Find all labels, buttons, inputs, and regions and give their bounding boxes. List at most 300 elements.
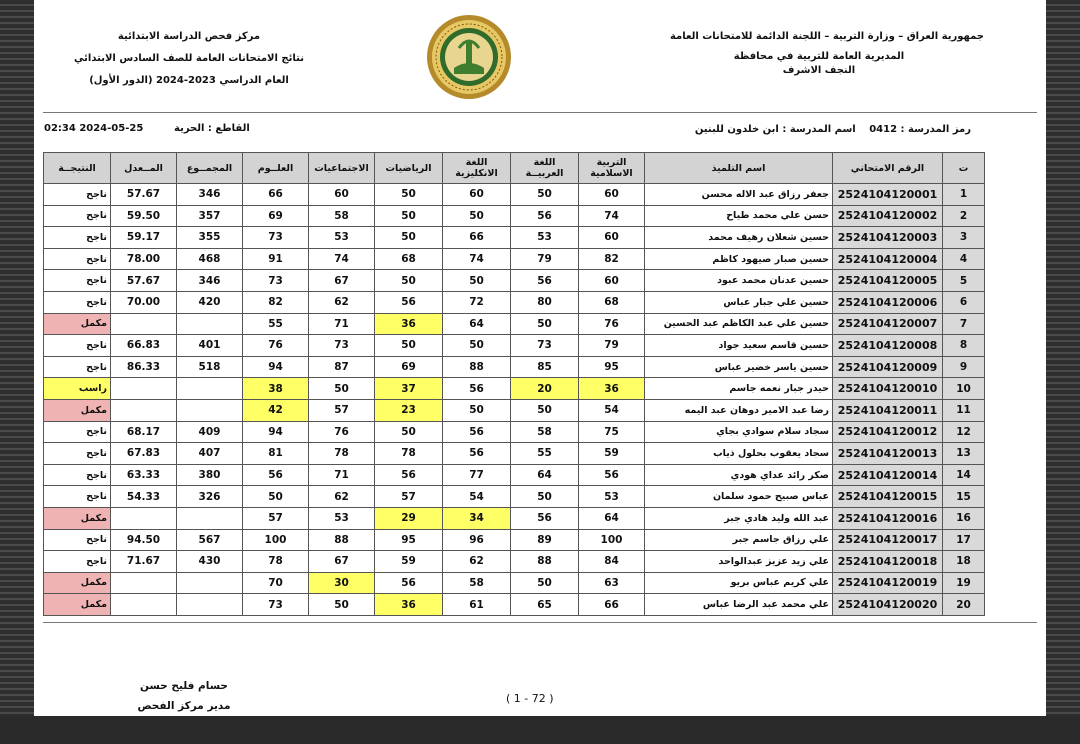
row-index: 14: [943, 464, 985, 486]
average-score: 71.67: [111, 551, 177, 573]
exam-number: 2524104120005: [833, 270, 943, 292]
science-score: 94: [243, 421, 309, 443]
exam-number: 2524104120006: [833, 291, 943, 313]
science-score: 100: [243, 529, 309, 551]
social-score: 57: [309, 399, 375, 421]
table-row: [44, 356, 985, 378]
exam-number: 2524104120015: [833, 486, 943, 508]
social-score: 87: [309, 356, 375, 378]
average-score: [111, 572, 177, 594]
islamic-score: 60: [579, 184, 645, 206]
exam-number: 2524104120012: [833, 421, 943, 443]
student-name: حسن علي محمد طياح: [645, 205, 833, 227]
row-index: 9: [943, 356, 985, 378]
arabic-score: 88: [511, 551, 579, 573]
science-score: 78: [243, 551, 309, 573]
total-score: [177, 313, 243, 335]
islamic-score: 68: [579, 291, 645, 313]
islamic-score: 53: [579, 486, 645, 508]
student-name: حسين عدنان محمد عبود: [645, 270, 833, 292]
english-score: 50: [443, 399, 511, 421]
science-score: 82: [243, 291, 309, 313]
school-info: [685, 124, 971, 135]
student-name: علي زيد عزيز عبدالواحد: [645, 551, 833, 573]
math-score: 68: [375, 248, 443, 270]
directorate-block: [714, 50, 924, 78]
average-score: 94.50: [111, 529, 177, 551]
result-status: ناجح: [44, 205, 111, 227]
total-score: 355: [177, 227, 243, 249]
background-right: [1046, 0, 1080, 744]
arabic-score: 53: [511, 227, 579, 249]
science-score: 57: [243, 507, 309, 529]
math-score: 36: [375, 313, 443, 335]
result-status: ناجح: [44, 443, 111, 465]
math-score: 50: [375, 421, 443, 443]
result-status: ناجح: [44, 421, 111, 443]
school-name: اسم المدرسة : ابن خلدون للبنين: [694, 124, 856, 135]
arabic-score: 50: [511, 399, 579, 421]
column-header: الاجتماعيات: [309, 153, 375, 184]
results-title: نتائج الامتحانات العامة للصف السادس الابتدائي: [74, 53, 304, 64]
islamic-score: 100: [579, 529, 645, 551]
exam-number: 2524104120016: [833, 507, 943, 529]
column-header: الرقم الامتحاني: [833, 153, 943, 184]
background-left: [0, 0, 34, 744]
science-score: 69: [243, 205, 309, 227]
arabic-score: 55: [511, 443, 579, 465]
student-name: عبد الله وليد هادي جبر: [645, 507, 833, 529]
student-name: عباس صبيح حمود سلمان: [645, 486, 833, 508]
average-score: 70.00: [111, 291, 177, 313]
column-header: اللغة العربيــة: [511, 153, 579, 184]
column-header: اللغة الانكليزية: [443, 153, 511, 184]
islamic-score: 84: [579, 551, 645, 573]
math-score: 56: [375, 291, 443, 313]
arabic-score: 80: [511, 291, 579, 313]
average-score: [111, 313, 177, 335]
result-status: ناجح: [44, 486, 111, 508]
row-index: 11: [943, 399, 985, 421]
result-status: ناجح: [44, 335, 111, 357]
math-score: 50: [375, 184, 443, 206]
result-status: ناجح: [44, 270, 111, 292]
academic-year: العام الدراسي 2023-2024 (الدور الأول): [89, 75, 289, 86]
total-score: 346: [177, 184, 243, 206]
row-index: 18: [943, 551, 985, 573]
row-index: 12: [943, 421, 985, 443]
science-score: 73: [243, 594, 309, 616]
math-score: 56: [375, 464, 443, 486]
column-header: الرياضيات: [375, 153, 443, 184]
print-datetime: 02:34 2024-05-25: [44, 123, 144, 134]
exam-number: 2524104120010: [833, 378, 943, 400]
row-index: 15: [943, 486, 985, 508]
result-status: ناجح: [44, 529, 111, 551]
exam-number: 2524104120007: [833, 313, 943, 335]
governorate-line: النجف الاشرف: [782, 65, 856, 76]
average-score: 54.33: [111, 486, 177, 508]
column-header: اسم التلميذ: [645, 153, 833, 184]
arabic-score: 56: [511, 507, 579, 529]
total-score: [177, 507, 243, 529]
math-score: 23: [375, 399, 443, 421]
table-header-row: [44, 153, 985, 184]
average-score: 59.17: [111, 227, 177, 249]
math-score: 29: [375, 507, 443, 529]
science-score: 66: [243, 184, 309, 206]
results-table: [43, 152, 985, 616]
exam-number: 2524104120017: [833, 529, 943, 551]
math-score: 69: [375, 356, 443, 378]
result-status: ناجح: [44, 248, 111, 270]
student-name: علي محمد عبد الرضا عباس: [645, 594, 833, 616]
science-score: 94: [243, 356, 309, 378]
exam-number: 2524104120002: [833, 205, 943, 227]
row-index: 20: [943, 594, 985, 616]
math-score: 50: [375, 335, 443, 357]
social-score: 53: [309, 227, 375, 249]
table-row: [44, 184, 985, 206]
science-score: 50: [243, 486, 309, 508]
header-divider: [43, 112, 1037, 113]
student-name: حسين علي عبد الكاظم عبد الحسين: [645, 313, 833, 335]
average-score: 86.33: [111, 356, 177, 378]
english-score: 54: [443, 486, 511, 508]
table-row: [44, 291, 985, 313]
exam-number: 2524104120001: [833, 184, 943, 206]
result-status: مكمل: [44, 507, 111, 529]
exam-number: 2524104120003: [833, 227, 943, 249]
result-status: ناجح: [44, 356, 111, 378]
total-score: 420: [177, 291, 243, 313]
result-status: مكمل: [44, 313, 111, 335]
total-score: [177, 594, 243, 616]
average-score: [111, 507, 177, 529]
row-index: 2: [943, 205, 985, 227]
english-score: 56: [443, 443, 511, 465]
social-score: 71: [309, 464, 375, 486]
result-status: ناجح: [44, 551, 111, 573]
total-score: 380: [177, 464, 243, 486]
table-row: [44, 594, 985, 616]
student-name: حسين شعلان رهيف محمد: [645, 227, 833, 249]
exam-number: 2524104120013: [833, 443, 943, 465]
arabic-score: 56: [511, 205, 579, 227]
arabic-score: 64: [511, 464, 579, 486]
exam-number: 2524104120004: [833, 248, 943, 270]
total-score: 401: [177, 335, 243, 357]
islamic-score: 76: [579, 313, 645, 335]
total-score: 409: [177, 421, 243, 443]
english-score: 56: [443, 378, 511, 400]
column-header: النتيجــة: [44, 153, 111, 184]
science-score: 81: [243, 443, 309, 465]
signer-name: حسام فليح حسن: [140, 680, 228, 692]
math-score: 95: [375, 529, 443, 551]
page-number: ( 1 - 72 ): [506, 692, 554, 705]
math-score: 37: [375, 378, 443, 400]
science-score: 38: [243, 378, 309, 400]
arabic-score: 50: [511, 486, 579, 508]
column-header: ت: [943, 153, 985, 184]
table-row: [44, 572, 985, 594]
arabic-score: 73: [511, 335, 579, 357]
result-status: مكمل: [44, 399, 111, 421]
math-score: 57: [375, 486, 443, 508]
total-score: [177, 378, 243, 400]
result-status: راسب: [44, 378, 111, 400]
table-row: [44, 227, 985, 249]
average-score: [111, 594, 177, 616]
student-name: حيدر جبار نعمه جاسم: [645, 378, 833, 400]
english-score: 72: [443, 291, 511, 313]
student-name: سجاد يعقوب بحلول ذياب: [645, 443, 833, 465]
row-index: 5: [943, 270, 985, 292]
science-score: 70: [243, 572, 309, 594]
table-row: [44, 270, 985, 292]
signer-title: مدير مركز الفحص: [137, 700, 231, 712]
average-score: [111, 399, 177, 421]
social-score: 71: [309, 313, 375, 335]
math-score: 36: [375, 594, 443, 616]
english-score: 66: [443, 227, 511, 249]
directorate-line: المديرية العامة للتربية في محافظة: [733, 51, 905, 62]
table-row: [44, 399, 985, 421]
arabic-score: 56: [511, 270, 579, 292]
islamic-score: 59: [579, 443, 645, 465]
social-score: 62: [309, 291, 375, 313]
exam-center-name: مركز فحص الدراسة الابتدائية: [117, 31, 261, 42]
document-page: [34, 0, 1046, 716]
total-score: 518: [177, 356, 243, 378]
table-row: [44, 205, 985, 227]
row-index: 6: [943, 291, 985, 313]
social-score: 50: [309, 594, 375, 616]
table-row: [44, 421, 985, 443]
student-name: حسين علي جبار عباس: [645, 291, 833, 313]
social-score: 74: [309, 248, 375, 270]
row-index: 10: [943, 378, 985, 400]
student-name: حسين قاسم سعيد جواد: [645, 335, 833, 357]
exam-number: 2524104120019: [833, 572, 943, 594]
arabic-score: 50: [511, 184, 579, 206]
english-score: 58: [443, 572, 511, 594]
math-score: 50: [375, 270, 443, 292]
result-status: مكمل: [44, 594, 111, 616]
social-score: 73: [309, 335, 375, 357]
column-header: العلــوم: [243, 153, 309, 184]
arabic-score: 79: [511, 248, 579, 270]
islamic-score: 82: [579, 248, 645, 270]
table-row: [44, 486, 985, 508]
row-index: 1: [943, 184, 985, 206]
math-score: 78: [375, 443, 443, 465]
social-score: 67: [309, 270, 375, 292]
social-score: 62: [309, 486, 375, 508]
total-score: 326: [177, 486, 243, 508]
exam-number: 2524104120014: [833, 464, 943, 486]
student-name: سجاد سلام سوادي بجاي: [645, 421, 833, 443]
table-body: [44, 184, 985, 616]
student-name: حسين صبار صيهود كاظم: [645, 248, 833, 270]
row-index: 13: [943, 443, 985, 465]
english-score: 61: [443, 594, 511, 616]
islamic-score: 79: [579, 335, 645, 357]
table-row: [44, 248, 985, 270]
average-score: 63.33: [111, 464, 177, 486]
column-header: التربية الاسلامية: [579, 153, 645, 184]
islamic-score: 60: [579, 270, 645, 292]
average-score: 66.83: [111, 335, 177, 357]
english-score: 77: [443, 464, 511, 486]
ministry-header: [624, 28, 984, 78]
school-code: رمز المدرسة : 0412: [869, 124, 971, 135]
social-score: 53: [309, 507, 375, 529]
social-score: 88: [309, 529, 375, 551]
arabic-score: 50: [511, 572, 579, 594]
background-bottom: [0, 716, 1080, 744]
row-index: 16: [943, 507, 985, 529]
social-score: 76: [309, 421, 375, 443]
student-name: جعفر رزاق عبد الاله محسن: [645, 184, 833, 206]
average-score: 57.67: [111, 184, 177, 206]
islamic-score: 64: [579, 507, 645, 529]
table-row: [44, 335, 985, 357]
exam-number: 2524104120008: [833, 335, 943, 357]
exam-number: 2524104120020: [833, 594, 943, 616]
table-row: [44, 378, 985, 400]
table-row: [44, 529, 985, 551]
result-status: ناجح: [44, 227, 111, 249]
row-index: 8: [943, 335, 985, 357]
english-score: 56: [443, 421, 511, 443]
signature-block: [114, 676, 254, 716]
exam-center-header: [74, 26, 304, 92]
arabic-score: 85: [511, 356, 579, 378]
ministry-line: جمهورية العراق – وزارة التربية – اللجنة الدائمة للامتحانات العامة: [669, 31, 984, 42]
exam-number: 2524104120018: [833, 551, 943, 573]
social-score: 60: [309, 184, 375, 206]
table-row: [44, 507, 985, 529]
english-score: 50: [443, 335, 511, 357]
social-score: 58: [309, 205, 375, 227]
science-score: 91: [243, 248, 309, 270]
table-row: [44, 313, 985, 335]
exam-number: 2524104120009: [833, 356, 943, 378]
total-score: [177, 399, 243, 421]
arabic-score: 65: [511, 594, 579, 616]
total-score: [177, 572, 243, 594]
student-name: صكر رائد عداي هودي: [645, 464, 833, 486]
total-score: 346: [177, 270, 243, 292]
math-score: 56: [375, 572, 443, 594]
islamic-score: 75: [579, 421, 645, 443]
student-name: علي كريم عباس بريو: [645, 572, 833, 594]
islamic-score: 36: [579, 378, 645, 400]
result-status: ناجح: [44, 464, 111, 486]
math-score: 59: [375, 551, 443, 573]
science-score: 55: [243, 313, 309, 335]
row-index: 3: [943, 227, 985, 249]
islamic-score: 54: [579, 399, 645, 421]
math-score: 50: [375, 205, 443, 227]
average-score: 68.17: [111, 421, 177, 443]
exam-number: 2524104120011: [833, 399, 943, 421]
english-score: 50: [443, 205, 511, 227]
arabic-score: 50: [511, 313, 579, 335]
footer-divider: [43, 622, 1037, 623]
total-score: 357: [177, 205, 243, 227]
islamic-score: 95: [579, 356, 645, 378]
science-score: 73: [243, 270, 309, 292]
student-name: حسين ياسر خضير عباس: [645, 356, 833, 378]
table-row: [44, 551, 985, 573]
total-score: 468: [177, 248, 243, 270]
average-score: [111, 378, 177, 400]
student-name: رضا عبد الامير دوهان عبد اليمه: [645, 399, 833, 421]
average-score: 78.00: [111, 248, 177, 270]
social-score: 78: [309, 443, 375, 465]
row-index: 7: [943, 313, 985, 335]
science-score: 73: [243, 227, 309, 249]
arabic-score: 20: [511, 378, 579, 400]
english-score: 74: [443, 248, 511, 270]
ministry-seal-icon: [426, 14, 512, 100]
total-score: 430: [177, 551, 243, 573]
science-score: 76: [243, 335, 309, 357]
total-score: 567: [177, 529, 243, 551]
english-score: 88: [443, 356, 511, 378]
arabic-score: 58: [511, 421, 579, 443]
math-score: 50: [375, 227, 443, 249]
english-score: 60: [443, 184, 511, 206]
print-info: [44, 123, 250, 134]
average-score: 59.50: [111, 205, 177, 227]
student-name: علي رزاق جاسم جبر: [645, 529, 833, 551]
result-status: مكمل: [44, 572, 111, 594]
average-score: 67.83: [111, 443, 177, 465]
row-index: 19: [943, 572, 985, 594]
social-score: 50: [309, 378, 375, 400]
islamic-score: 56: [579, 464, 645, 486]
column-header: المــعدل: [111, 153, 177, 184]
english-score: 96: [443, 529, 511, 551]
social-score: 67: [309, 551, 375, 573]
english-score: 62: [443, 551, 511, 573]
english-score: 64: [443, 313, 511, 335]
science-score: 42: [243, 399, 309, 421]
sector-label: القاطع : الحرية: [174, 123, 250, 134]
row-index: 4: [943, 248, 985, 270]
average-score: 57.67: [111, 270, 177, 292]
result-status: ناجح: [44, 184, 111, 206]
english-score: 34: [443, 507, 511, 529]
table-row: [44, 443, 985, 465]
social-score: 30: [309, 572, 375, 594]
column-header: المجمــوع: [177, 153, 243, 184]
islamic-score: 63: [579, 572, 645, 594]
result-status: ناجح: [44, 291, 111, 313]
science-score: 56: [243, 464, 309, 486]
english-score: 50: [443, 270, 511, 292]
table-row: [44, 464, 985, 486]
arabic-score: 89: [511, 529, 579, 551]
islamic-score: 74: [579, 205, 645, 227]
islamic-score: 60: [579, 227, 645, 249]
islamic-score: 66: [579, 594, 645, 616]
row-index: 17: [943, 529, 985, 551]
